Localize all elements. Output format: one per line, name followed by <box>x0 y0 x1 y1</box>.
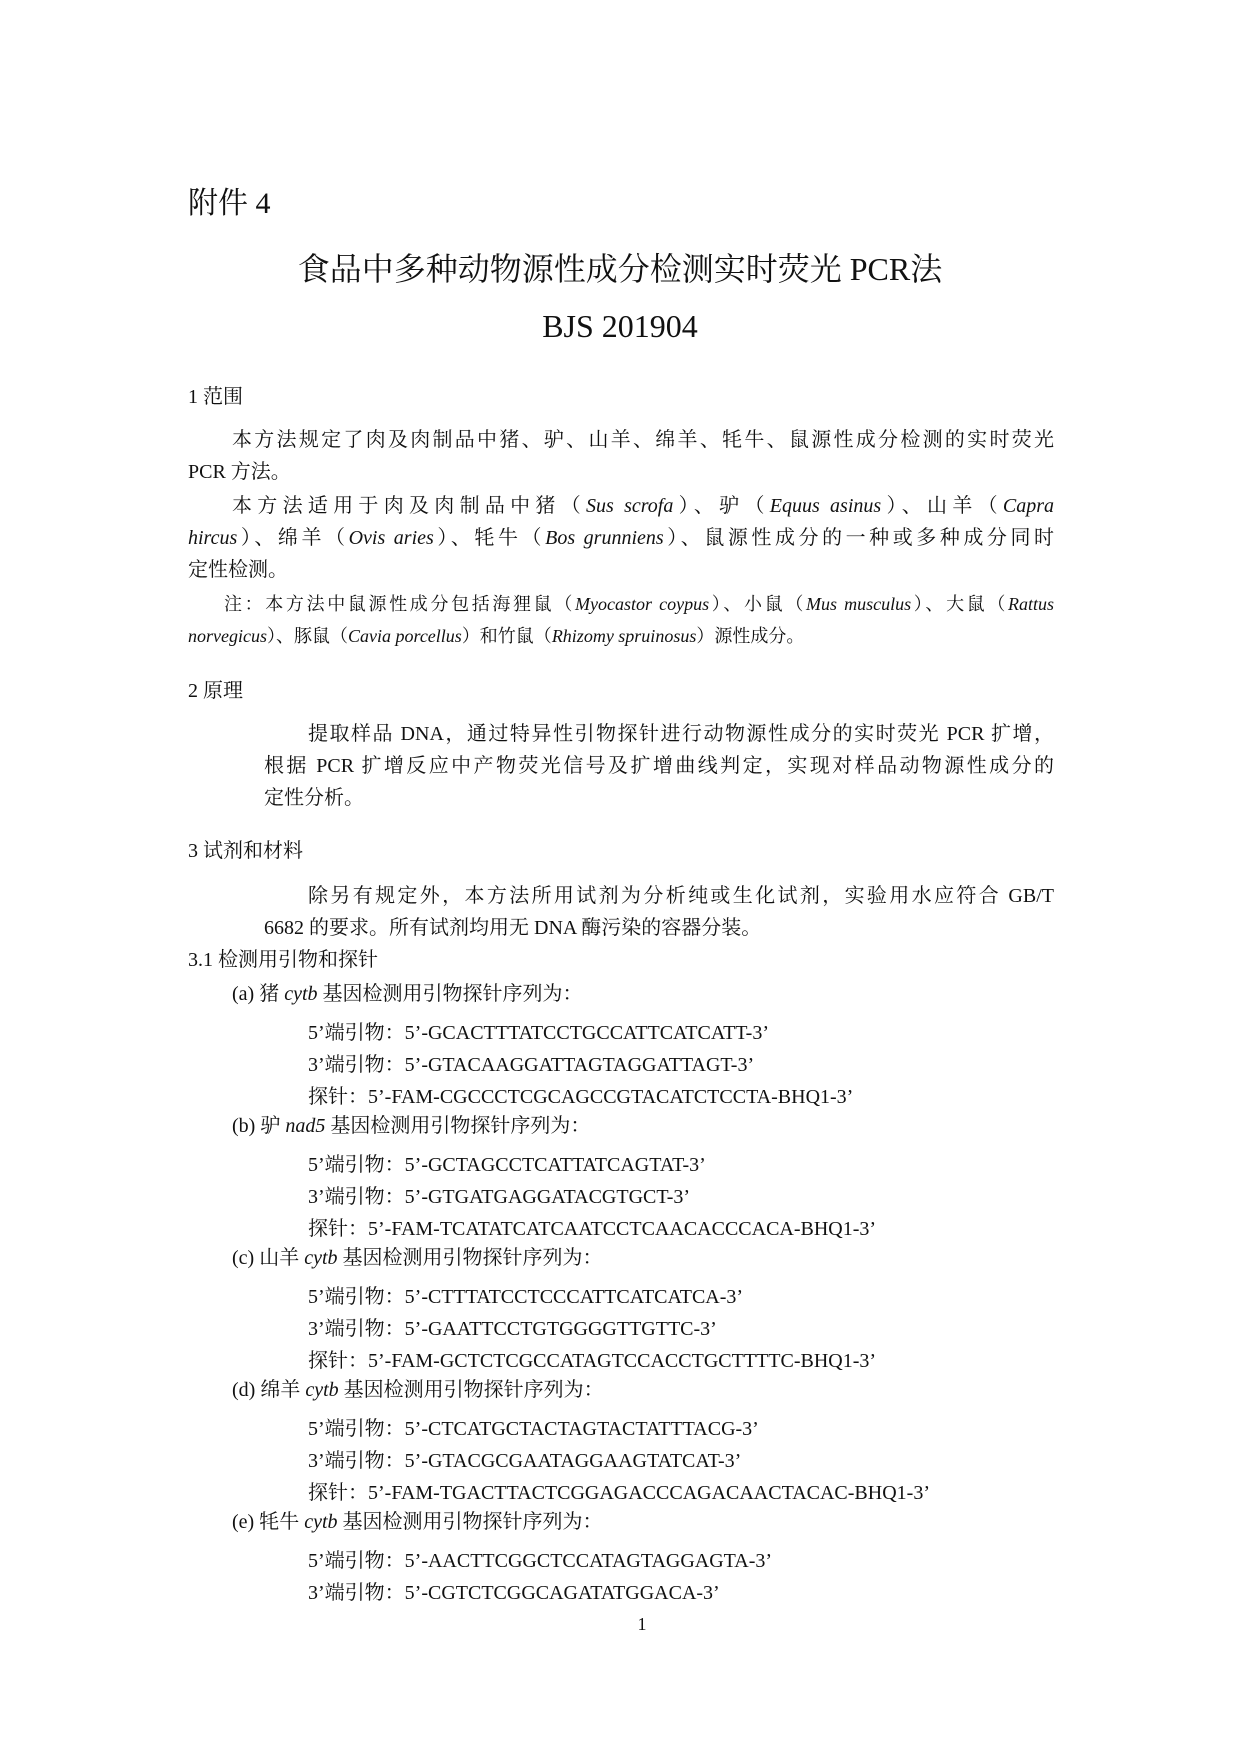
standard-code: BJS 201904 <box>542 308 698 344</box>
reagents-line2: 6682 的要求。所有试剂均用无 DNA 酶污染的容器分装。 <box>264 917 762 939</box>
item-d-heading <box>232 1374 604 1406</box>
item-e-forward-primer: 5’端引物：5’-AACTTCGGCTCCATAGTAGGAGTA-3’ <box>308 1550 773 1572</box>
section-3-heading <box>188 834 303 863</box>
item-d-reverse-primer: 3’端引物：5’-GTACGCGAATAGGAAGTATCAT-3’ <box>308 1450 742 1472</box>
item-label: (b) 驴 <box>232 1115 286 1137</box>
text-frag: ）、豚鼠（ <box>266 626 348 646</box>
species-ovis-aries: Ovis aries <box>348 527 434 549</box>
species-norvegicus: norvegicus <box>188 626 267 646</box>
item-b-probe: 探针：5’-FAM-TCATATCATCAATCCTCAACACCCACA-BHQ1-3’ <box>308 1218 877 1240</box>
text-frag: ）、驴（ <box>673 495 770 517</box>
item-suffix: 基因检测用引物探针序列为： <box>317 983 583 1005</box>
text-frag: ）、鼠源性成分的一种或多种成分同时 <box>663 527 1055 549</box>
item-a-forward-primer: 5’端引物：5’-GCACTTTATCCTGCCATTCATCATT-3’ <box>308 1022 769 1044</box>
text-frag: ）、山羊（ <box>881 495 1003 517</box>
section-2-heading <box>188 674 243 703</box>
gene-name: cytb <box>304 1247 338 1269</box>
item-c-forward-primer: 5’端引物：5’-CTTTATCCTCCCATTCATCATCA-3’ <box>308 1286 744 1308</box>
scope-para2-line2 <box>188 522 1054 554</box>
item-suffix: 基因检测用引物探针序列为： <box>338 1379 604 1401</box>
text-frag: 本方法适用于肉及肉制品中猪（ <box>232 495 586 517</box>
species-equus-asinus: Equus asinus <box>769 495 882 517</box>
scope-para2-line3: 定性检测。 <box>188 559 288 581</box>
gene-name: cytb <box>304 1511 338 1533</box>
item-suffix: 基因检测用引物探针序列为： <box>337 1511 603 1533</box>
item-a-heading <box>232 978 583 1010</box>
item-c-reverse-primer: 3’端引物：5’-GAATTCCTGTGGGGTTGTTC-3’ <box>308 1318 717 1340</box>
item-c-probe: 探针：5’-FAM-GCTCTCGCCATAGTCCACCTGCTTTTC-BHQ1-3’ <box>308 1350 877 1372</box>
annex-number: 4 <box>255 187 271 220</box>
gene-name: cytb <box>284 983 318 1005</box>
item-label: (a) 猪 <box>232 983 285 1005</box>
text-frag: ）和竹鼠（ <box>461 626 552 646</box>
subsection-3-1: 3.1 检测用引物和探针 <box>188 949 378 971</box>
annex-label <box>188 178 271 222</box>
section-1-heading <box>188 380 243 409</box>
scope-note-line2 <box>188 622 804 648</box>
section-2-number: 2 <box>188 680 198 702</box>
section-3-title: 试剂和材料 <box>203 838 303 862</box>
species-sus-scrofa: Sus scrofa <box>586 495 674 517</box>
title-fa: 法 <box>910 250 943 288</box>
principle-line3: 定性分析。 <box>264 787 364 809</box>
scope-para1-line2: PCR 方法。 <box>188 461 291 483</box>
section-1-number: 1 <box>188 386 198 408</box>
item-d-probe: 探针：5’-FAM-TGACTTACTCGGAGACCCAGACAACTACAC-BHQ1-3’ <box>308 1482 930 1504</box>
reagents-line1: 除另有规定外，本方法所用试剂为分析纯或生化试剂，实验用水应符合 GB/T <box>308 885 1054 907</box>
item-a-probe: 探针：5’-FAM-CGCCCTCGCAGCCGTACATCTCCTA-BHQ1-3’ <box>308 1086 854 1108</box>
item-suffix: 基因检测用引物探针序列为： <box>325 1115 591 1137</box>
species-myocastor-coypus: Myocastor coypus <box>574 594 710 614</box>
text-frag: ）、绵羊（ <box>237 527 349 549</box>
species-mus-musculus: Mus musculus <box>805 594 912 614</box>
item-label: (e) 牦牛 <box>232 1511 305 1533</box>
page-title <box>0 244 1240 290</box>
scope-note-line1 <box>224 590 1054 616</box>
page-number: 1 <box>637 1614 647 1634</box>
item-b-forward-primer: 5’端引物：5’-GCTAGCCTCATTATCAGTAT-3’ <box>308 1154 706 1176</box>
species-capra: Capra <box>1002 495 1055 517</box>
annex-text: 附件 <box>188 186 248 221</box>
item-a-reverse-primer: 3’端引物：5’-GTACAAGGATTAGTAGGATTAGT-3’ <box>308 1054 755 1076</box>
principle-line1: 提取样品 DNA，通过特异性引物探针进行动物源性成分的实时荧光 PCR 扩增， <box>308 723 1054 745</box>
item-suffix: 基因检测用引物探针序列为： <box>337 1247 603 1269</box>
section-3-number: 3 <box>188 840 198 862</box>
gene-name: nad5 <box>285 1115 326 1137</box>
item-b-reverse-primer: 3’端引物：5’-GTGATGAGGATACGTGCT-3’ <box>308 1186 691 1208</box>
species-bos-grunniens: Bos grunniens <box>545 527 664 549</box>
section-2-title: 原理 <box>203 678 243 702</box>
text-frag: 注：本方法中鼠源性成分包括海狸鼠（ <box>224 594 575 614</box>
title-pcr: PCR <box>849 251 911 287</box>
text-frag: ）、牦牛（ <box>433 527 546 549</box>
item-label: (d) 绵羊 <box>232 1379 306 1401</box>
title-cn: 食品中多种动物源性成分检测实时荧光 <box>297 250 842 288</box>
section-1-title: 范围 <box>203 384 243 408</box>
item-b-heading <box>232 1110 590 1142</box>
text-frag: ）源性成分。 <box>696 626 805 646</box>
item-e-reverse-primer: 3’端引物：5’-CGTCTCGGCAGATATGGACA-3’ <box>308 1582 720 1604</box>
scope-para1-line1: 本方法规定了肉及肉制品中猪、驴、山羊、绵羊、牦牛、鼠源性成分检测的实时荧光 <box>232 429 1054 451</box>
species-rattus: Rattus <box>1008 594 1055 614</box>
item-e-heading <box>232 1506 603 1538</box>
scope-para2-line1 <box>232 490 1054 522</box>
species-cavia-porcellus: Cavia porcellus <box>347 626 462 646</box>
item-label: (c) 山羊 <box>232 1247 305 1269</box>
species-rhizomy-spruinosus: Rhizomy spruinosus <box>551 626 697 646</box>
gene-name: cytb <box>305 1379 339 1401</box>
text-frag: ）、大鼠（ <box>911 594 1009 614</box>
principle-line2: 根据 PCR 扩增反应中产物荧光信号及扩增曲线判定，实现对样品动物源性成分的 <box>264 755 1054 777</box>
text-frag: ）、小鼠（ <box>709 594 806 614</box>
item-d-forward-primer: 5’端引物：5’-CTCATGCTACTAGTACTATTTACG-3’ <box>308 1418 759 1440</box>
item-c-heading <box>232 1242 603 1274</box>
species-hircus: hircus <box>188 527 238 549</box>
